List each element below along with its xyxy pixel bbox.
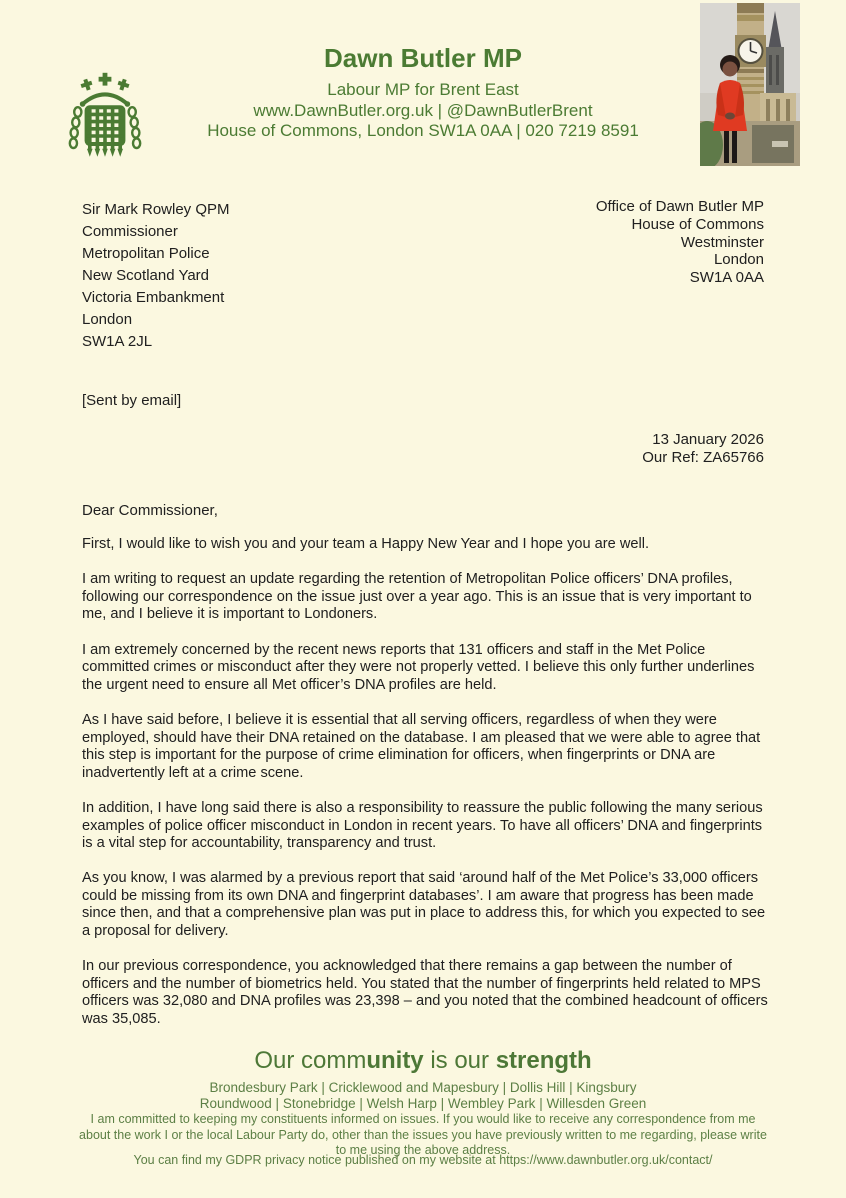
- constituency-areas-line2: Roundwood | Stonebridge | Welsh Harp | Wembley Park | Willesden Green: [199, 1096, 647, 1111]
- sender-address-line: House of Commons: [631, 215, 764, 233]
- dawn-butler-photo: [700, 3, 800, 166]
- letter-paragraph: I am extremely concerned by the recent news reports that 131 officers and staff in the Met Police committed crimes or misconduct after they were not properly vetted. I believe this only further underlines the urgent need to ensure all Met officer’s DNA profiles are held.: [82, 641, 755, 693]
- sent-via-note: [Sent by email]: [82, 392, 182, 409]
- recipient-address-line: London: [82, 311, 133, 328]
- footer-disclaimer: I am committed to keeping my constituents informed on issues. If you would like to receive any correspondence from me about the work I or the local Labour Party do, other than the issues you have previously written to me regarding, please write to me using the above address.: [79, 1112, 767, 1157]
- recipient-address-line: Victoria Embankment: [82, 289, 225, 306]
- salutation: Dear Commissioner,: [82, 502, 218, 519]
- letter-body: [82, 536, 768, 1046]
- letter-paragraph: As you know, I was alarmed by a previous report that said ‘around half of the Met Police’s 33,000 officers could be missing from its own DNA and fingerprint databases’. I am aware that progress has been made since then, and that a comprehensive plan was put in place to address this, for which you expected to see a proposal for delivery.: [82, 870, 766, 940]
- slogan-part: Our comm: [254, 1047, 367, 1074]
- page-title: Dawn Butler MP: [324, 43, 522, 73]
- sender-address-line: Office of Dawn Butler MP: [595, 198, 764, 215]
- constituency-areas-line1: Brondesbury Park | Cricklewood and Mapesbury | Dollis Hill | Kingsbury: [209, 1080, 637, 1095]
- letter-date: 13 January 2026: [652, 431, 764, 448]
- recipient-address-line: Commissioner: [82, 223, 178, 240]
- letter-paragraph: As I have said before, I believe it is essential that all serving officers, regardless of when they were employed, should have their DNA retained on the database. I am pleased that we were able to agree that this step is important for the purpose of crime elimination for officers, when fingerprints or DNA are inadvertently left at a crime scene.: [82, 711, 761, 781]
- letter-paragraph: In our previous correspondence, you acknowledged that there remains a gap between the number of officers and the number of biometrics held. You stated that the number of fingerprints held related to MPS officers was 32,080 and DNA profiles was 23,398 – and you noted that the combined headcount of officers was 35,085.: [82, 958, 768, 1028]
- slogan-part-bold: strength: [495, 1047, 592, 1074]
- letter-paragraph: First, I would like to wish you and your team a Happy New Year and I hope you are well.: [82, 536, 650, 552]
- footer-slogan: [0, 1048, 846, 1074]
- date-reference-block: [642, 431, 764, 467]
- letterhead-contact-line: House of Commons, London SW1A 0AA | 020 7219 8591: [207, 121, 639, 140]
- sender-address: [596, 198, 764, 287]
- letterhead-web-line: www.DawnButler.org.uk | @DawnButlerBrent: [253, 100, 593, 120]
- recipient-address-line: Sir Mark Rowley QPM: [82, 201, 230, 218]
- recipient-address-line: Metropolitan Police: [82, 245, 210, 262]
- sender-address-line: London: [713, 251, 764, 269]
- letter-paragraph: In addition, I have long said there is also a responsibility to reassure the public following the many serious examples of police officer misconduct in London in recent years. To have all officers’ DNA and fingerprints is a vital step for accountability, transparency and trust.: [82, 799, 763, 852]
- sender-address-line: SW1A 0AA: [689, 269, 764, 287]
- slogan-part-bold: unity: [366, 1047, 424, 1074]
- gdpr-notice: You can find my GDPR privacy notice published on my website at https://www.dawnbutler.org.uk/contact/: [133, 1153, 713, 1167]
- letter-reference: Our Ref: ZA65766: [642, 449, 764, 466]
- letter-paragraph: I am writing to request an update regarding the retention of Metropolitan Police officers’ DNA profiles, following our correspondence on the issue just over a year ago. This is an issue that is very important to me, and I believe it is important to Londoners.: [82, 571, 752, 623]
- sender-address-line: Westminster: [680, 233, 764, 251]
- recipient-address-line: New Scotland Yard: [82, 267, 210, 284]
- slogan-part: is our: [423, 1047, 496, 1074]
- recipient-address: [82, 199, 230, 353]
- letterhead-subtitle: Labour MP for Brent East: [327, 80, 519, 99]
- recipient-address-line: SW1A 2JL: [82, 333, 153, 350]
